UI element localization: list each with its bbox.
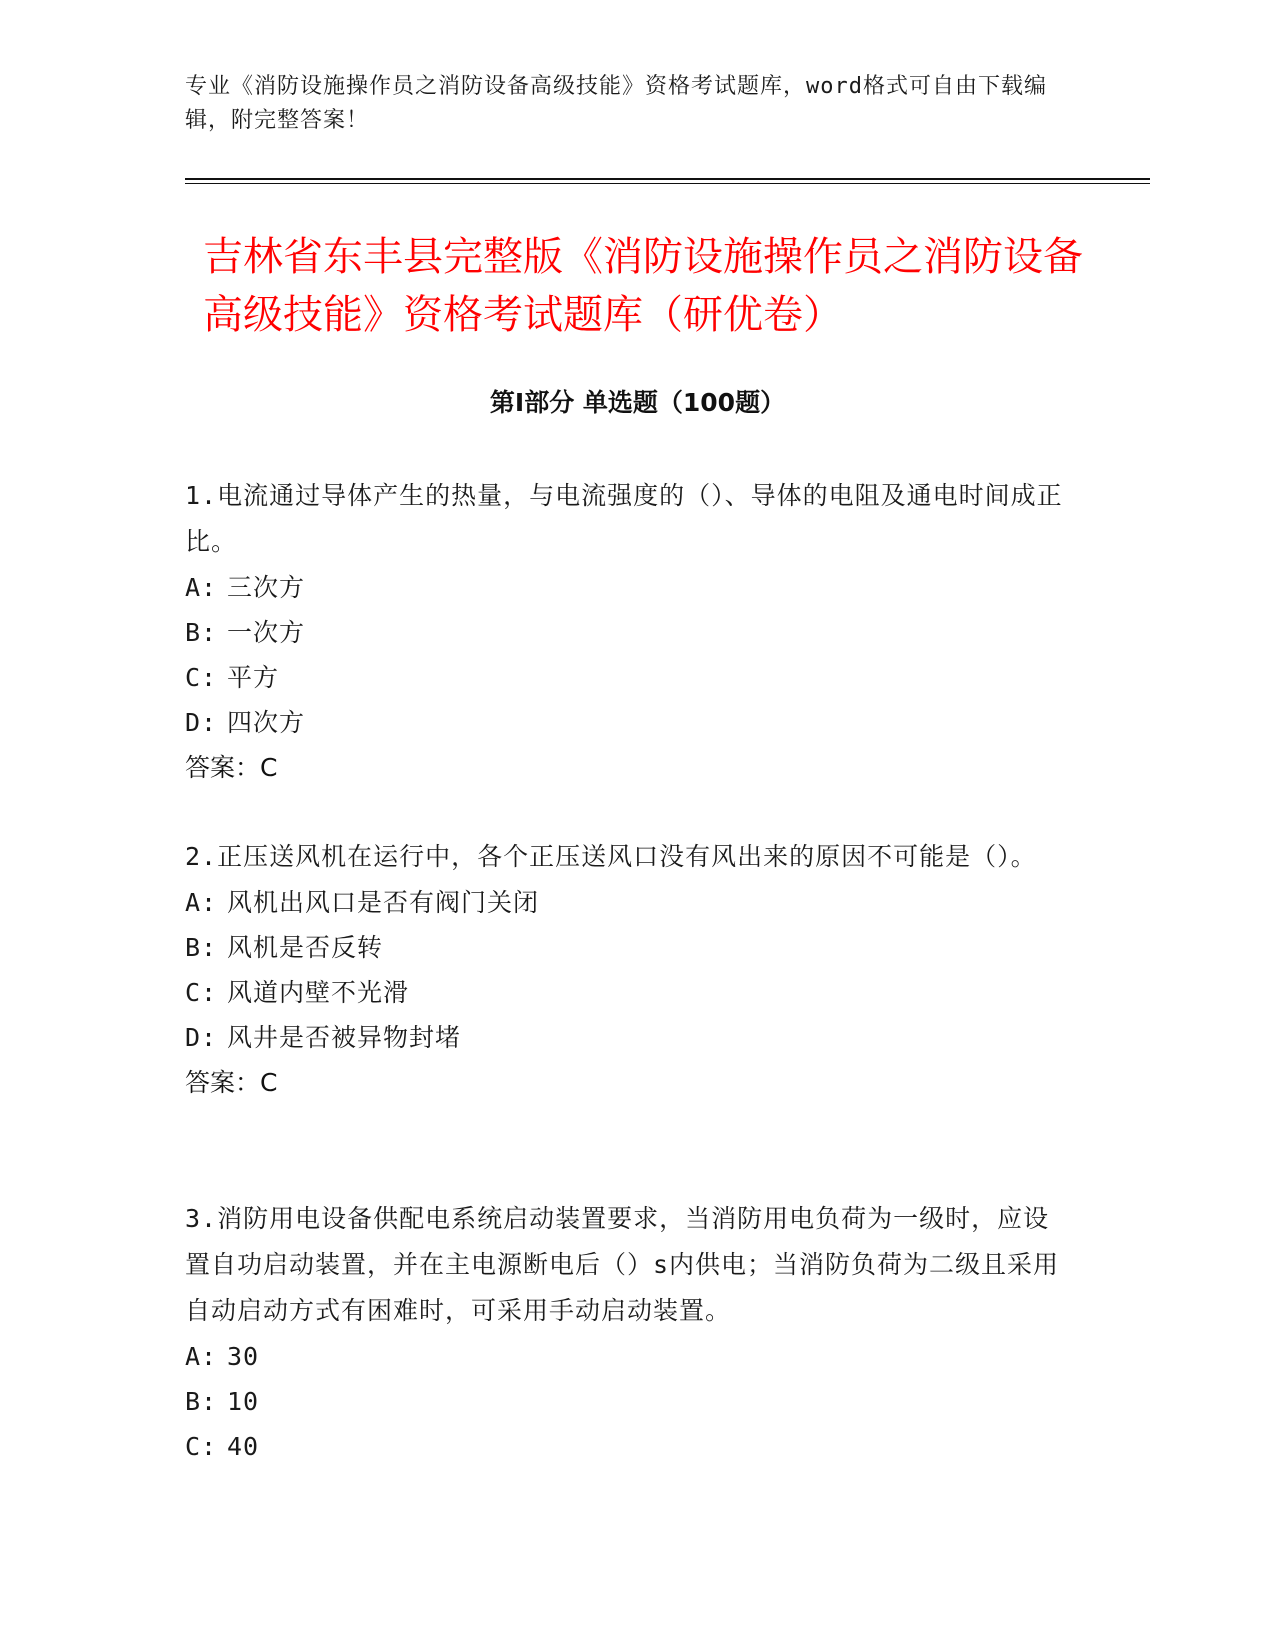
section-heading: 第Ⅰ部分 单选题（100题） [489, 388, 786, 417]
answer-line: 答案：C [185, 753, 278, 782]
option-letter: B: [185, 618, 218, 647]
option-d [185, 700, 1065, 745]
question-stem: 3.消防用电设备供配电系统启动装置要求，当消防用电负荷为一级时，应设置自功启动装置，并在主电源断电后（）s内供电；当消防负荷为二级且采用自动启动方式有困难时，可采用手动启动装置。 [185, 1204, 1060, 1325]
option-b [185, 1379, 1065, 1424]
option-text: 风机出风口是否有阀门关闭 [227, 888, 540, 917]
option-text: 平方 [227, 663, 280, 692]
option-text: 四次方 [227, 708, 306, 737]
option-text: 三次方 [227, 573, 306, 602]
answer-line: 答案：C [185, 1068, 278, 1097]
option-a [185, 565, 1065, 610]
header-divider-thick [185, 178, 1150, 180]
option-b [185, 925, 1065, 970]
option-c [185, 970, 1065, 1015]
option-letter: C: [185, 663, 218, 692]
option-text: 风井是否被异物封堵 [227, 1023, 462, 1052]
document-title: 吉林省东丰县完整版《消防设施操作员之消防设备高级技能》资格考试题库（研优卷） [203, 234, 1083, 338]
question-stem: 1.电流通过导体产生的热量，与电流强度的（）、导体的电阻及通电时间成正比。 [185, 481, 1063, 556]
option-letter: C: [185, 1432, 218, 1461]
option-text: 10 [227, 1387, 260, 1416]
option-text: 30 [227, 1342, 260, 1371]
option-text: 40 [227, 1432, 260, 1461]
option-c [185, 655, 1065, 700]
option-a [185, 880, 1065, 925]
option-a [185, 1334, 1065, 1379]
option-letter: B: [185, 1387, 218, 1416]
option-letter: A: [185, 573, 218, 602]
option-letter: A: [185, 1342, 218, 1371]
option-text: 风道内壁不光滑 [227, 978, 410, 1007]
option-text: 一次方 [227, 618, 306, 647]
option-letter: D: [185, 708, 218, 737]
question-1 [185, 473, 1065, 790]
option-d [185, 1015, 1065, 1060]
question-stem: 2.正压送风机在运行中，各个正压送风口没有风出来的原因不可能是（）。 [185, 842, 1037, 871]
option-b [185, 610, 1065, 655]
option-letter: D: [185, 1023, 218, 1052]
option-text: 风机是否反转 [227, 933, 384, 962]
option-letter: A: [185, 888, 218, 917]
question-3 [185, 1196, 1065, 1469]
header-note: 专业《消防设施操作员之消防设备高级技能》资格考试题库，word格式可自由下载编辑，附完整答案！ [185, 74, 1047, 133]
question-2 [185, 834, 1065, 1105]
option-letter: C: [185, 978, 218, 1007]
option-c [185, 1424, 1065, 1469]
header-divider-thin [185, 183, 1150, 184]
option-letter: B: [185, 933, 218, 962]
